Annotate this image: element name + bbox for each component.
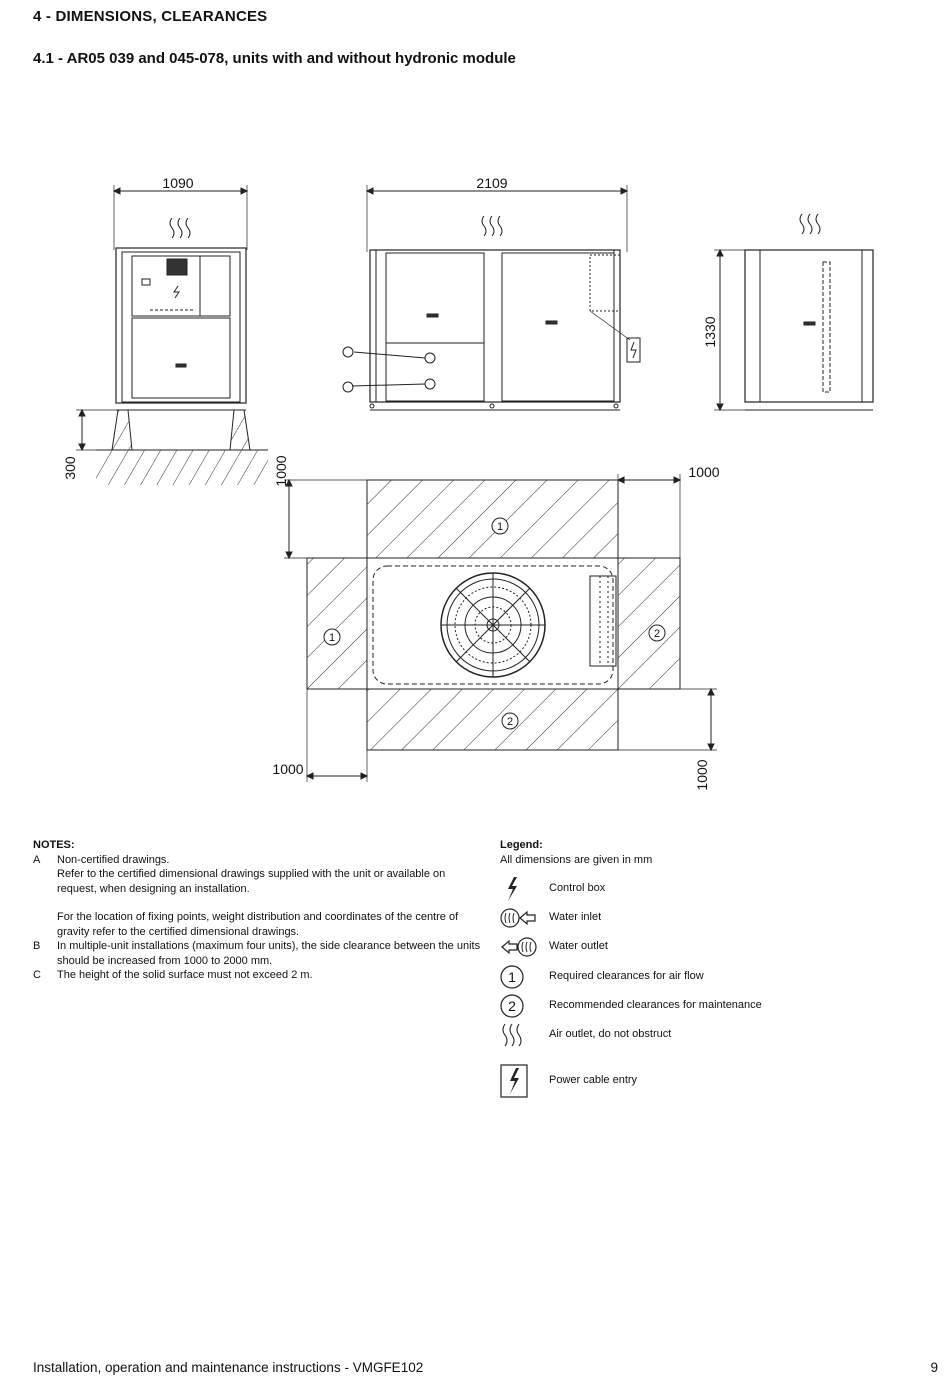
dim-clear-rear: 1000: [273, 455, 289, 487]
front-view: [76, 185, 268, 485]
zone-marker-recommended: 2: [506, 716, 514, 728]
control-box-mark-front: [174, 286, 179, 298]
side-view: [343, 185, 640, 410]
air-outlet-icon: [500, 1022, 538, 1048]
legend-item: 2 Recommended clearances for maintenance: [500, 993, 920, 1019]
section-title: 4 - DIMENSIONS, CLEARANCES: [33, 8, 268, 25]
circle-2-icon: [500, 993, 538, 1019]
air-outlet-icon: [800, 214, 820, 234]
legend-item: Power cable entry: [500, 1064, 920, 1098]
legend-item: Control box: [500, 876, 920, 902]
notes-section: [33, 838, 483, 983]
power-cable-entry-icon: [500, 1064, 538, 1098]
end-view: [714, 214, 873, 410]
dim-clear-left: 1000: [272, 761, 304, 777]
svg-text:1: 1: [508, 969, 516, 985]
dim-width-front: 1090: [162, 175, 194, 191]
legend-item: Air outlet, do not obstruct: [500, 1022, 920, 1048]
water-outlet-icon: [500, 934, 538, 960]
circle-1-icon: [500, 964, 538, 990]
legend-item: Water outlet: [500, 934, 920, 960]
dim-support-height: 300: [62, 456, 78, 480]
page-number: 9: [930, 1360, 938, 1375]
dim-clear-side-right: 1000: [688, 464, 720, 480]
legend-title: Legend:: [500, 839, 543, 851]
zone-marker-required: 1: [328, 632, 336, 644]
legend-item: 1 Required clearances for air flow: [500, 964, 920, 990]
note-item: For the location of fixing points, weight distribution and coordinates of the centre of gravity refer to the certified dimensional drawings.: [57, 911, 459, 938]
air-outlet-icon: [482, 216, 502, 236]
air-outlet-icon: [170, 218, 190, 238]
notes-title: NOTES:: [33, 839, 75, 851]
zone-marker-required: 1: [496, 521, 504, 533]
legend-item: Water inlet: [500, 905, 920, 931]
subsection-title: 4.1 - AR05 039 and 045-078, units with and without hydronic module: [33, 50, 516, 67]
legend-section: [500, 838, 920, 1108]
note-item: A Non-certified drawings.: [33, 853, 170, 866]
dim-height: 1330: [702, 316, 718, 348]
control-box-icon: [500, 876, 538, 902]
svg-text:2: 2: [508, 998, 516, 1014]
legend-subtitle: All dimensions are given in mm: [500, 853, 653, 866]
dim-clear-bottom: 1000: [694, 759, 710, 791]
water-inlet-icon: [500, 905, 538, 931]
footer-doc-title: Installation, operation and maintenance instructions - VMGFE102: [33, 1360, 424, 1375]
note-item: Refer to the certified dimensional drawings supplied with the unit or available on request, when designing an installation.: [57, 868, 446, 895]
note-item: B In multiple-unit installations (maximum four units), the side clearance between the units should be increased from 1000 to 2000 mm.: [33, 940, 481, 967]
dim-length-side: 2109: [476, 175, 508, 191]
zone-marker-recommended: 2: [653, 628, 661, 640]
note-item: C The height of the solid surface must not exceed 2 m.: [33, 969, 313, 981]
